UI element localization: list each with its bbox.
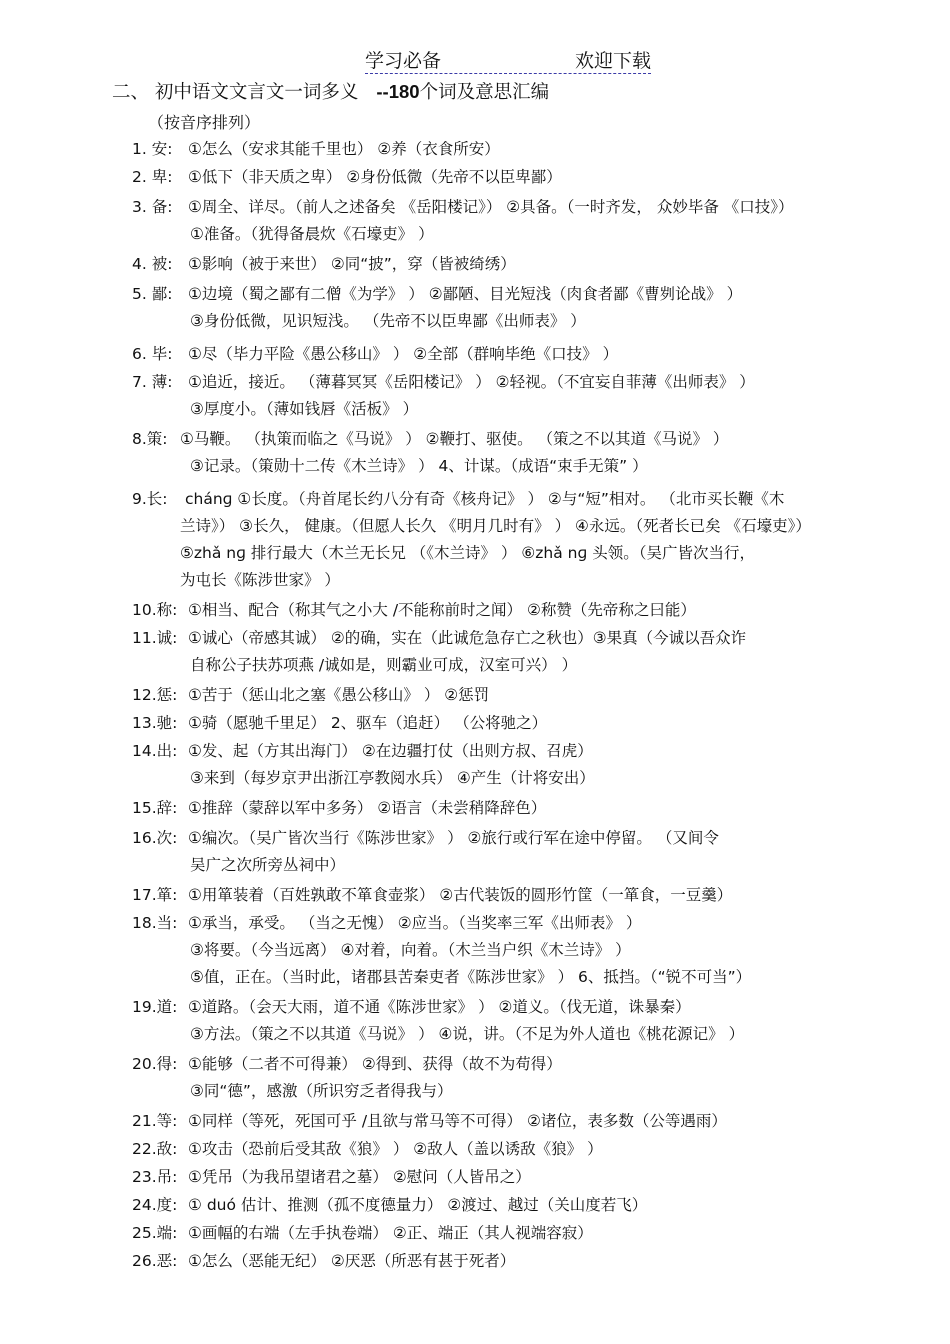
entry-text: ③方法。（策之不以其道《马说》 ） ④说，讲。（不足为外人道也《桃花源记》 ）: [190, 1025, 745, 1043]
entry-text: ③身份低微，见识短浅。 （先帝不以臣卑鄙《出师表》 ）: [190, 312, 586, 330]
entry-label: 21.等:: [132, 1112, 178, 1130]
entry-line: [0, 369, 950, 396]
entry-item: [0, 682, 950, 709]
entry-text: ①画幅的右端（左手执卷端） ②正、端正（其人视端容寂）: [188, 1224, 593, 1242]
entry-item: [0, 710, 950, 737]
entry-text: ①能够（二者不可得兼） ②得到、获得（故不为苟得）: [188, 1055, 562, 1073]
entry-line: [0, 1220, 950, 1247]
entry-line: [0, 765, 950, 792]
entry-line: [0, 1078, 950, 1105]
entry-line: [0, 341, 950, 368]
entry-text: ①追近，接近。 （薄暮冥冥《岳阳楼记》 ） ②轻视。（不宜妄自菲薄《出师表》 ）: [188, 373, 755, 391]
entry-text: ①承当，承受。 （当之无愧） ②应当。（当奖率三军《出师表》 ）: [188, 914, 642, 932]
entry-line: [0, 567, 950, 594]
entry-label: 4. 被:: [132, 255, 173, 273]
entry-text: ①低下（非天质之卑） ②身份低微（先帝不以臣卑鄙）: [188, 168, 562, 186]
title-count: --180: [376, 81, 420, 102]
entry-line: [0, 795, 950, 822]
entry-line: [0, 453, 950, 480]
entry-text: 兰诗》） ③长久， 健康。（但愿人长久 《明月几时有》 ） ④永远。（死者长已矣 《石壕吏》）: [180, 517, 811, 535]
entry-text: ①怎么（安求其能千里也） ②养（衣食所安）: [188, 140, 500, 158]
entry-line: [0, 937, 950, 964]
entry-line: [0, 738, 950, 765]
entry-line: [0, 1164, 950, 1191]
entry-text: ①尽（毕力平险《愚公移山》 ） ②全部（群响毕绝《口技》 ）: [188, 345, 619, 363]
entry-text: 自称公子扶苏项燕 /诚如是，则霸业可成，汉室可兴） ）: [190, 656, 578, 674]
entry-item: [0, 194, 950, 248]
entry-item: [0, 1248, 950, 1275]
entry-line: [0, 1021, 950, 1048]
entry-text: ①准备。（犹得备晨炊《石壕吏》 ）: [190, 225, 434, 243]
entry-text: ①攻击（恐前后受其敌《狼》 ） ②敌人（盖以诱敌《狼》 ）: [188, 1140, 603, 1158]
entry-line: [0, 221, 950, 248]
entry-line: [0, 710, 950, 737]
entry-line: [0, 136, 950, 163]
entry-item: [0, 1136, 950, 1163]
entry-text: ①道路。（会天大雨，道不通《陈涉世家》 ） ②道义。（伐无道，诛暴秦）: [188, 998, 691, 1016]
entry-label: 9.长:: [132, 490, 168, 508]
entry-line: [0, 825, 950, 852]
entry-text: ①凭吊（为我吊望诸君之墓） ②慰问（人皆吊之）: [188, 1168, 531, 1186]
entry-label: 10.称:: [132, 601, 178, 619]
entry-line: [0, 1051, 950, 1078]
entry-item: [0, 164, 950, 191]
entry-text: ③将要。（今当远离） ④对着，向着。（木兰当户织《木兰诗》 ）: [190, 941, 631, 959]
entry-item: [0, 994, 950, 1048]
entry-line: [0, 597, 950, 624]
entry-line: [0, 251, 950, 278]
entry-line: [0, 910, 950, 937]
entry-label: 19.道:: [132, 998, 178, 1016]
entry-line: [0, 1248, 950, 1275]
entry-text: ①马鞭。 （执策而临之《马说》 ） ②鞭打、驱使。 （策之不以其道《马说》 ）: [180, 430, 729, 448]
entry-list: [0, 136, 950, 1276]
entry-label: 13.驰:: [132, 714, 178, 732]
entry-label: 23.吊:: [132, 1168, 178, 1186]
entry-text: ⑤值，正在。（当时此，诸郡县苦秦吏者《陈涉世家》 ） 6、抵挡。（“锐不可当”）: [190, 968, 752, 986]
entry-label: 20.得:: [132, 1055, 178, 1073]
entry-line: [0, 194, 950, 221]
entry-item: [0, 1164, 950, 1191]
entry-label: 14.出:: [132, 742, 178, 760]
entry-text: ③来到（每岁京尹出浙江亭教阅水兵） ④产生（计将安出）: [190, 769, 595, 787]
entry-item: [0, 1051, 950, 1105]
entry-item: [0, 795, 950, 822]
entry-label: 25.端:: [132, 1224, 178, 1242]
entry-text: 为屯长《陈涉世家》 ）: [180, 571, 340, 589]
entry-line: [0, 625, 950, 652]
title-suffix: 个词及意思汇编: [419, 82, 550, 103]
entry-line: [0, 281, 950, 308]
entry-label: 15.辞:: [132, 799, 178, 817]
entry-label: 7. 薄:: [132, 373, 173, 391]
entry-text: ① duó 估计、推测（孤不度德量力） ②渡过、越过（关山度若飞）: [188, 1196, 648, 1214]
sort-note: （按音序排列）: [148, 113, 261, 132]
entry-text: ①周全、详尽。（前人之述备矣 《岳阳楼记》） ②具备。（一时齐发， 众妙毕备 《口技》）: [188, 198, 794, 216]
entry-item: [0, 341, 950, 368]
entry-text: ①相当、配合（称其气之小大 /不能称前时之闻） ②称赞（先帝称之曰能）: [188, 601, 696, 619]
entry-text: ③记录。（策勋十二传《木兰诗》 ） 4、计谋。（成语“束手无策” ）: [190, 457, 648, 475]
entry-item: [0, 1220, 950, 1247]
page-header: [365, 46, 651, 76]
entry-label: 1. 安:: [132, 140, 173, 158]
entry-label: 6. 毕:: [132, 345, 173, 363]
entry-text: ①推辞（蒙辞以军中多务） ②语言（未尝稍降辞色）: [188, 799, 547, 817]
entry-label: 16.次:: [132, 829, 178, 847]
entry-line: [0, 513, 950, 540]
entry-text: ③厚度小。（薄如钱唇《活板》 ）: [190, 400, 419, 418]
entry-label: 22.敌:: [132, 1140, 178, 1158]
entry-item: [0, 251, 950, 278]
entry-line: [0, 1192, 950, 1219]
entry-line: [0, 1136, 950, 1163]
entry-label: 17.箪:: [132, 886, 178, 904]
entry-line: [0, 1108, 950, 1135]
entry-line: [0, 308, 950, 335]
entry-item: [0, 426, 950, 480]
entry-line: [0, 852, 950, 879]
entry-line: [0, 396, 950, 423]
entry-item: [0, 1192, 950, 1219]
entry-item: [0, 597, 950, 624]
entry-text: ①编次。（吴广皆次当行《陈涉世家》 ） ②旅行或行军在途中停留。 （又间令: [188, 829, 719, 847]
entry-item: [0, 486, 950, 594]
entry-text: ①边境（蜀之鄙有二僧《为学》 ） ②鄙陋、目光短浅（肉食者鄙《曹刿论战》 ）: [188, 285, 743, 303]
entry-item: [0, 738, 950, 792]
header-left-text: 学习必备: [365, 50, 442, 72]
entry-label: 12.惩:: [132, 686, 178, 704]
entry-line: [0, 652, 950, 679]
header-right-text: 欢迎下载: [574, 50, 651, 72]
header-divider: [365, 73, 651, 74]
entry-text: ⑤zhǎ nɡ 排行最大（木兰无长兄 （《木兰诗》 ） ⑥zhǎ nɡ 头领。（吴广皆次当行，: [180, 544, 756, 562]
entry-label: 11.诚:: [132, 629, 178, 647]
entry-label: 26.恶:: [132, 1252, 178, 1270]
entry-text: chánɡ ①长度。（舟首尾长约八分有奇《核舟记》 ） ②与“短”相对。 （北市买长鞭《木: [185, 490, 785, 508]
entry-line: [0, 882, 950, 909]
title-prefix: 二、 初中语文文言文一词多义: [112, 82, 359, 103]
entry-item: [0, 281, 950, 335]
entry-line: [0, 682, 950, 709]
entry-label: 18.当:: [132, 914, 178, 932]
entry-item: [0, 910, 950, 991]
entry-text: ③同“德”，感激（所识穷乏者得我与）: [190, 1082, 453, 1100]
entry-text: ①怎么（恶能无纪） ②厌恶（所恶有甚于死者）: [188, 1252, 516, 1270]
entry-item: [0, 625, 950, 679]
entry-line: [0, 486, 950, 513]
entry-text: ①影响（被于来世） ②同“披”，穿（皆被绮绣）: [188, 255, 516, 273]
entry-label: 3. 备:: [132, 198, 173, 216]
entry-text: ①发、起（方其出海门） ②在边疆打仗（出则方叔、召虎）: [188, 742, 593, 760]
entry-text: ①苦于（惩山北之塞《愚公移山》 ） ②惩罚: [188, 686, 490, 704]
entry-label: 5. 鄙:: [132, 285, 173, 303]
entry-item: [0, 882, 950, 909]
entry-text: ①诚心（帝感其诚） ②的确，实在（此诚危急存亡之秋也）③果真（今诚以吾众诈: [188, 629, 747, 647]
entry-text: ①用箪装着（百姓孰敢不箪食壶浆） ②古代装饭的圆形竹筐（一箪食，一豆羹）: [188, 886, 733, 904]
entry-label: 8.策:: [132, 430, 168, 448]
entry-line: [0, 994, 950, 1021]
entry-label: 24.度:: [132, 1196, 178, 1214]
page-title: [112, 78, 549, 104]
entry-item: [0, 136, 950, 163]
entry-text: ①骑（愿驰千里足） 2、驱车（追赶） （公将驰之）: [188, 714, 548, 732]
entry-line: [0, 164, 950, 191]
entry-line: [0, 540, 950, 567]
entry-line: [0, 964, 950, 991]
entry-item: [0, 825, 950, 879]
entry-line: [0, 426, 950, 453]
entry-item: [0, 369, 950, 423]
entry-text: 吴广之次所旁丛祠中）: [190, 856, 346, 874]
entry-label: 2. 卑:: [132, 168, 173, 186]
entry-item: [0, 1108, 950, 1135]
entry-text: ①同样（等死，死国可乎 /且欲与常马等不可得） ②诸位，表多数（公等遇雨）: [188, 1112, 727, 1130]
